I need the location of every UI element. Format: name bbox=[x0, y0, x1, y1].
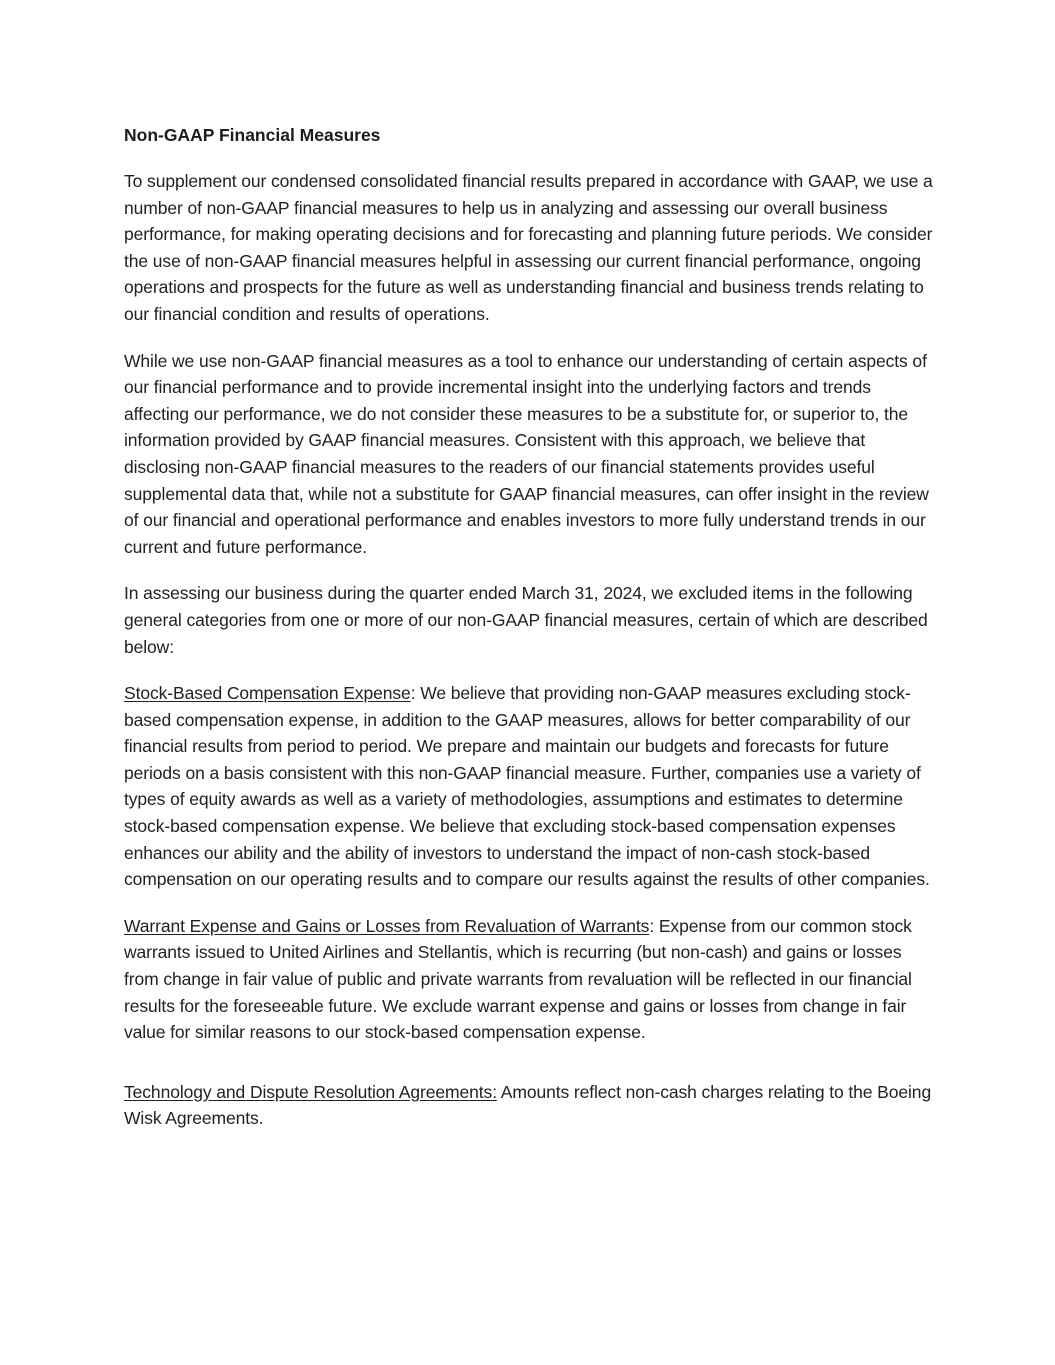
item-separator: : bbox=[649, 915, 655, 936]
item-warrant-expense bbox=[124, 913, 936, 1046]
section-heading: Non-GAAP Financial Measures bbox=[124, 125, 381, 145]
document-page bbox=[124, 122, 936, 1152]
paragraph-usage: While we use non-GAAP financial measures as a tool to enhance our understanding of certain aspects of our financial performance and to provide incremental insight into the underlying factors and trends affecting our performance, we do not consider these measures to be a substitute for, or superior to, the information provided by GAAP financial measures. Consistent with this approach, we believe that disclosing non-GAAP financial measures to the readers of our financial statements provides useful supplemental data that, while not a substitute for GAAP financial measures, can offer insight in the review of our financial and operational performance and enables investors to more fully understand trends in our current and future performance. bbox=[124, 350, 929, 557]
paragraph-supplement: To supplement our condensed consolidated financial results prepared in accordance with GAAP, we use a number of non-GAAP financial measures to help us in analyzing and assessing our overall business performance, for making operating decisions and for forecasting and planning future periods. We consider the use of non-GAAP financial measures helpful in assessing our current financial performance, ongoing operations and prospects for the future as well as understanding financial and business trends relating to our financial condition and results of operations. bbox=[124, 171, 933, 324]
item-separator: : bbox=[410, 683, 416, 704]
item-technology-dispute bbox=[124, 1079, 936, 1132]
paragraph-assessment: In assessing our business during the quarter ended March 31, 2024, we excluded items in the following general categories from one or more of our non-GAAP financial measures, certain of which are described below: bbox=[124, 583, 928, 657]
item-title-stock-based-compensation: Stock-Based Compensation Expense bbox=[124, 683, 411, 704]
item-title-warrant-expense: Warrant Expense and Gains or Losses from Revaluation of Warrants bbox=[124, 915, 650, 936]
item-body-technology-dispute: Amounts reflect non-cash charges relating to the Boeing Wisk Agreements. bbox=[124, 1081, 932, 1129]
item-body-stock-based-compensation: We believe that providing non-GAAP measures excluding stock-based compensation expense, in addition to the GAAP measures, allows for better comparability of our financial results from period to period. We prepare and maintain our budgets and forecasts for future periods on a basis consistent with this non-GAAP financial measure. Further, companies use a variety of types of equity awards as well as a variety of methodologies, assumptions and estimates to determine stock-based compensation expense. We believe that excluding stock-based compensation expenses enhances our ability and the ability of investors to understand the impact of non-cash stock-based compensation on our operating results and to compare our results against the results of other companies. bbox=[124, 683, 930, 890]
item-stock-based-compensation bbox=[124, 680, 936, 893]
item-body-warrant-expense: Expense from our common stock warrants issued to United Airlines and Stellantis, which is recurring (but non-cash) and gains or losses from change in fair value of public and private warrants from revaluation will be reflected in our financial results for the foreseeable future. We exclude warrant expense and gains or losses from change in fair value for similar reasons to our stock-based compensation expense. bbox=[124, 915, 912, 1043]
item-title-technology-dispute: Technology and Dispute Resolution Agreements: bbox=[124, 1081, 497, 1102]
